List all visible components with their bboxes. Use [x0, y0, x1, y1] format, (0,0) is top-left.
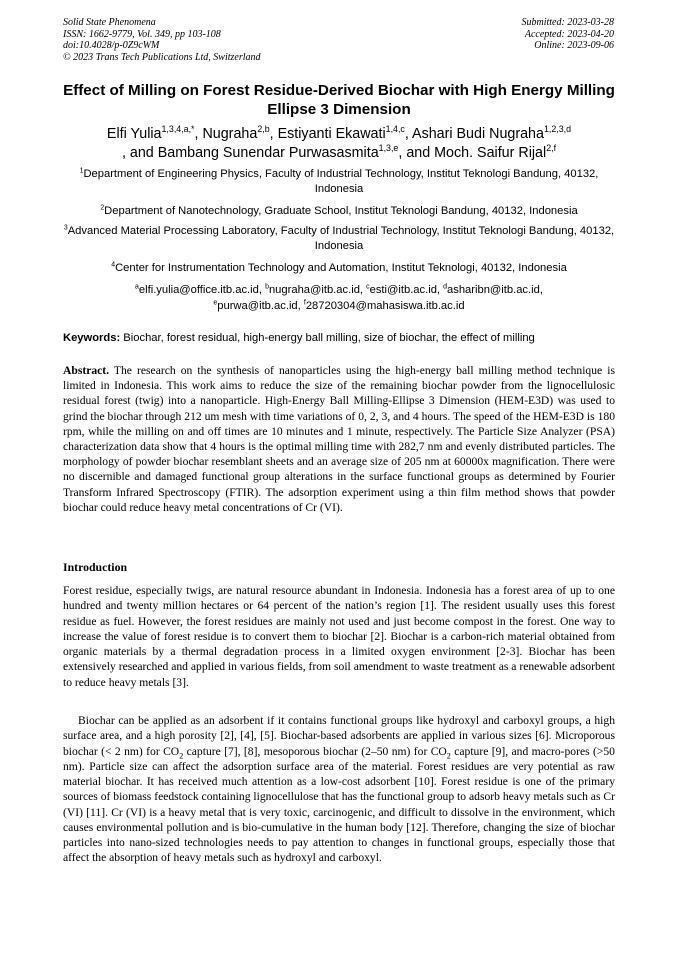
paragraph-text: capture [9], and macro-pores (>50 nm). Particle size can affect the adsorption surface area of the material. Forest residues are very potential as raw material biochar. It has received much attention as a low-cost adsorbent [10]. Forest residue is one of the primary sources of biomass feedstock containing lignocellulose that has the functional group to adsorb heavy metals such as Cr (VI) [11]. Cr (VI) is a heavy metal that is very toxic, carcinogenic, and difficult to dissolve in the environment, which causes environmental pollution and is bio-cumulative in the human body [12]. Therefore, changing the size of biochar particles into nano-sized technologies needs to pay attention to changes in functional groups, especially those that affect the absorption of heavy metals such as hydroxyl and carboxyl.: [63, 744, 615, 865]
journal-name: Solid State Phenomena: [63, 17, 156, 28]
affiliation-text: Advanced Material Processing Laboratory, Faculty of Industrial Technology, Institut Teknologi Bandung, 40132, Indonesia: [67, 225, 615, 252]
keywords-label: Keywords:: [63, 332, 121, 344]
email-address[interactable]: asharibn@itb.ac.id,: [447, 284, 543, 296]
affiliation-4: [63, 261, 615, 276]
subscript: 2: [446, 750, 451, 760]
keywords-text: Biochar, forest residual, high-energy ball milling, size of biochar, the effect of milling: [120, 332, 535, 344]
email-marker: b: [265, 283, 269, 291]
author-name: , Nugraha: [194, 126, 258, 142]
affiliation-number: 2: [100, 204, 105, 212]
paragraph-text: capture [7], [8], mesoporous biochar (2–50 nm) for CO: [183, 744, 447, 758]
subscript: 2: [179, 750, 184, 760]
publication-info: [63, 17, 261, 63]
author-emails: [63, 283, 615, 314]
email-address[interactable]: nugraha@itb.ac.id,: [268, 284, 367, 296]
author-affiliation-marker: 1,4,c: [385, 124, 405, 135]
online-date: Online: 2023-09-06: [534, 40, 614, 52]
affiliation-text: Department of Nanotechnology, Graduate School, Institut Teknologi Bandung, 40132, Indonesia: [104, 205, 578, 217]
affiliation-3: [63, 224, 615, 254]
publication-dates: [522, 17, 615, 52]
affiliation-number: 4: [111, 261, 116, 269]
accepted-date: Accepted: 2023-04-20: [524, 28, 614, 40]
email-marker: a: [135, 283, 139, 291]
author-name: Elfi Yulia: [106, 126, 162, 142]
author-name: , Ashari Budi Nugraha: [404, 126, 544, 142]
email-marker: d: [443, 283, 448, 291]
author-affiliation-marker: 1,3,e: [378, 142, 399, 153]
intro-paragraph-1: Forest residue, especially twigs, are natural resource abundant in Indonesia. Indonesia has a forest area of up to one hundred and twenty million hectares or 64 percent of the nation’s region [1]. The resident usually uses this forest residue as fuel. However, the forest residues are mainly not used and just become compost in the forest. One way to increase the value of forest residue is to convert them to biochar [2]. Biochar is a carbon-rich material obtained from organic materials by a thermal degradation process in a limited oxygen environment [2-3]. Biochar has been extensively researched and applied in various fields, from soil amendment to waste treatment as a renewable adsorbent to reduce heavy metals [3].: [63, 584, 615, 689]
affiliation-number: 3: [63, 224, 68, 232]
submitted-date: Submitted: 2023-03-28: [521, 17, 614, 28]
copyright-line: © 2023 Trans Tech Publications Ltd, Switzerland: [63, 51, 261, 63]
author-affiliation-marker: 1,2,3,d: [543, 124, 572, 135]
abstract: [63, 363, 615, 515]
abstract-label: Abstract.: [63, 364, 110, 377]
author-list: [63, 125, 615, 162]
abstract-text: The research on the synthesis of nanoparticles using the high-energy ball milling method technique is limited in Indonesia. This work aims to reduce the size of the remaining biochar powder from the lignocellulosic residual forest (twig) into a nanoparticle. High-Energy Ball Milling-Ellipse 3 Dimension (HEM-E3D) was used to grind the biochar through 212 um mesh with time variations of 0, 2, 3, and 4 hours. The speed of the HEM-E3D is 180 rpm, while the milling on and off times are 10 minutes and 1 minute, respectively. The Particle Size Analyzer (PSA) characterization data show that 4 hours is the optimal milling time with 282,7 nm and evenly distributed particles. The morphology of powder biochar resemblant sheets and an average size of 205 nm at 60000x magnification. There were no discernible and damaged functional group alterations in the surface functional groups as determined by Fourier Transform Infrared Spectroscopy (FTIR). The adsorption experiment using a thin film method shows that powder biochar could reduce heavy metal concentrations of Cr (VI).: [63, 364, 615, 514]
keywords: [63, 331, 615, 346]
author-affiliation-marker: 1,3,4,a,*: [161, 124, 195, 135]
affiliation-2: [63, 204, 615, 219]
email-marker: c: [366, 283, 370, 291]
intro-paragraph-2: [63, 713, 615, 866]
issn-line: ISSN: 1662-9779, Vol. 349, pp 103-108: [63, 28, 221, 40]
email-address[interactable]: elfi.yulia@office.itb.ac.id,: [138, 284, 266, 296]
author-affiliation-marker: 2,f: [546, 142, 557, 153]
author-name: , and Bambang Sunendar Purwasasmita: [121, 144, 379, 161]
affiliation-number: 1: [79, 167, 84, 175]
section-heading-introduction: Introduction: [63, 560, 128, 574]
email-address[interactable]: esti@itb.ac.id,: [369, 284, 444, 296]
email-marker: e: [213, 298, 218, 306]
author-affiliation-marker: 2,b: [257, 124, 270, 135]
email-marker: f: [303, 298, 306, 306]
affiliation-1: [63, 167, 615, 197]
doi-line: doi:10.4028/p-0Z9cWM: [63, 40, 160, 52]
affiliation-text: Center for Instrumentation Technology and Automation, Institut Teknologi, 40132, Indonesia: [115, 262, 567, 274]
author-name: , and Moch. Saifur Rijal: [398, 144, 547, 161]
email-address[interactable]: purwa@itb.ac.id,: [217, 299, 304, 312]
paper-title: Effect of Milling on Forest Residue-Derived Biochar with High Energy Milling Ellipse 3 Dimension: [63, 82, 615, 118]
affiliation-text: Department of Engineering Physics, Faculty of Industrial Technology, Institut Teknologi Bandung, 40132, Indonesia: [83, 168, 599, 195]
email-address[interactable]: 28720304@mahasiswa.itb.ac.id: [305, 299, 465, 312]
paragraph-text: Biochar can be applied as an adsorbent if it contains functional groups like hydroxyl and carboxyl groups, a high surface area, and a high porosity [2], [4], [5]. Biochar-based adsorbents are applied in various sizes [6]. Microporous biochar (< 2 nm) for CO: [63, 714, 615, 758]
author-name: , Estiyanti Ekawati: [269, 126, 386, 142]
